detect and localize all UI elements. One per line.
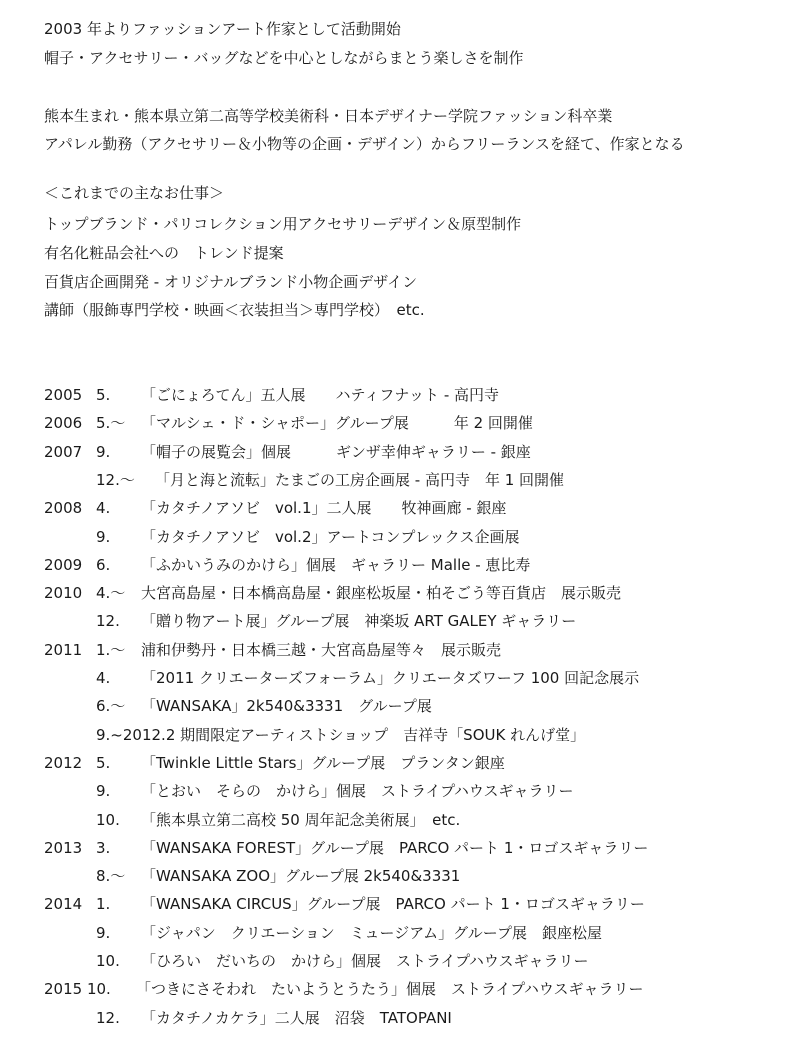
- history-month: 9.: [96, 924, 111, 942]
- history-month: 10.: [96, 811, 120, 829]
- history-description: 「カタチノアソビ vol.1」二人展 牧神画廊 - 銀座: [141, 499, 507, 517]
- history-month: 9.: [96, 528, 111, 546]
- history-month: 6.～: [96, 697, 126, 715]
- history-description: 大宮高島屋・日本橋高島屋・銀座松坂屋・柏そごう等百貨店 展示販売: [141, 584, 622, 602]
- history-description: 「WANSAKA FOREST」グループ展 PARCO パート 1・ロゴスギャラリー: [141, 839, 649, 857]
- background-line-2: アパレル勤務（アクセサリー＆小物等の企画・デザイン）からフリーランスを経て、作家となる: [44, 135, 685, 153]
- history-row: [0, 667, 800, 689]
- history-month: 5.: [96, 754, 111, 772]
- history-description: 「ふかいうみのかけら」個展 ギャラリー Malle - 恵比寿: [141, 556, 531, 574]
- history-month: 1.: [96, 895, 111, 913]
- history-description: 「帽子の展覧会」個展 ギンザ幸伸ギャラリー - 銀座: [141, 443, 531, 461]
- history-row: [0, 922, 800, 944]
- history-description: 「WANSAKA ZOO」グループ展 2k540&3331: [141, 867, 461, 885]
- history-description: 「ごにょろてん」五人展 ハティフナット - 高円寺: [141, 386, 500, 404]
- intro-line-1: 2003 年よりファッションアート作家として活動開始: [44, 20, 401, 38]
- works-item-4: 講師（服飾専門学校・映画＜衣装担当＞専門学校） etc.: [44, 301, 425, 319]
- background-line-1: 熊本生まれ・熊本県立第二高等学校美術科・日本デザイナー学院ファッション科卒業: [44, 107, 613, 125]
- history-year: 2005: [44, 386, 83, 404]
- history-row: [0, 412, 800, 434]
- history-description: 「WANSAKA」2k540&3331 グループ展: [141, 697, 432, 715]
- history-row: [0, 582, 800, 604]
- history-description: 「Twinkle Little Stars」グループ展 プランタン銀座: [141, 754, 505, 772]
- history-year: 2011: [44, 641, 83, 659]
- history-row: [0, 809, 800, 831]
- history-month: 3.: [96, 839, 111, 857]
- history-description: 「とおい そらの かけら」個展 ストライプハウスギャラリー: [141, 782, 574, 800]
- history-row: [0, 865, 800, 887]
- history-year: 2013: [44, 839, 83, 857]
- history-year: 2009: [44, 556, 83, 574]
- history-description: 「贈り物アート展」グループ展 神楽坂 ART GALEY ギャラリー: [141, 612, 577, 630]
- history-row: [0, 384, 800, 406]
- history-row: [0, 526, 800, 548]
- history-row: [0, 610, 800, 632]
- history-month: 12.～: [96, 471, 135, 489]
- history-month: 6.: [96, 556, 111, 574]
- history-year: 2012: [44, 754, 83, 772]
- history-description: 「つきにさそわれ たいようとうたう」個展 ストライプハウスギャラリー: [136, 980, 644, 998]
- works-heading: ＜これまでの主なお仕事＞: [44, 184, 225, 202]
- history-description: 「マルシェ・ド・シャポー」グループ展 年 2 回開催: [141, 414, 533, 432]
- history-row: [0, 441, 800, 463]
- history-row: [0, 695, 800, 717]
- history-month: 9.: [96, 443, 111, 461]
- history-description: 「熊本県立第二高校 50 周年記念美術展」 etc.: [141, 811, 461, 829]
- history-year: 2015 10.: [44, 980, 111, 998]
- history-description: 「ひろい だいちの かけら」個展 ストライプハウスギャラリー: [141, 952, 589, 970]
- history-description: 「WANSAKA CIRCUS」グループ展 PARCO パート 1・ロゴスギャラリー: [141, 895, 645, 913]
- history-description: 「ジャパン クリエーション ミュージアム」グループ展 銀座松屋: [141, 924, 602, 942]
- history-year: 2006: [44, 414, 83, 432]
- history-description: 「カタチノカケラ」二人展 沼袋 TATOPANI: [141, 1009, 452, 1027]
- history-year: 2008: [44, 499, 83, 517]
- history-row: [0, 837, 800, 859]
- history-month: 1.～: [96, 641, 126, 659]
- history-row: [0, 1007, 800, 1029]
- history-row: [0, 893, 800, 915]
- history-row: [0, 978, 800, 1000]
- history-month: 5.: [96, 386, 111, 404]
- history-description: 浦和伊勢丹・日本橋三越・大宮高島屋等々 展示販売: [141, 641, 502, 659]
- history-description: 「月と海と流転」たまごの工房企画展 - 高円寺 年 1 回開催: [155, 471, 565, 489]
- history-month: 4.: [96, 669, 111, 687]
- history-month: 4.: [96, 499, 111, 517]
- history-year: 2010: [44, 584, 83, 602]
- history-month: 12.: [96, 612, 120, 630]
- history-month: 5.～: [96, 414, 126, 432]
- intro-line-2: 帽子・アクセサリー・バッグなどを中心としながらまとう楽しさを制作: [44, 49, 524, 67]
- works-item-3: 百貨店企画開発 - オリジナルブランド小物企画デザイン: [44, 273, 418, 291]
- works-item-1: トップブランド・パリコレクション用アクセサリーデザイン＆原型制作: [44, 215, 522, 233]
- history-month: 10.: [96, 952, 120, 970]
- history-year: 2007: [44, 443, 83, 461]
- history-row: [0, 639, 800, 661]
- history-row: [0, 950, 800, 972]
- history-month: 12.: [96, 1009, 120, 1027]
- history-month: 8.～: [96, 867, 126, 885]
- history-row: [0, 554, 800, 576]
- works-item-2: 有名化粧品会社への トレンド提案: [44, 244, 284, 262]
- history-row: [0, 469, 800, 491]
- history-row: [0, 497, 800, 519]
- history-month: 4.～: [96, 584, 126, 602]
- history-row: [0, 724, 800, 746]
- history-description: 「カタチノアソビ vol.2」アートコンプレックス企画展: [141, 528, 520, 546]
- history-description: 「2011 クリエーターズフォーラム」クリエータズワーフ 100 回記念展示: [141, 669, 640, 687]
- history-entry: 9.~2012.2 期間限定アーティストショップ 吉祥寺「SOUK れんげ堂」: [96, 726, 586, 744]
- history-month: 9.: [96, 782, 111, 800]
- history-row: [0, 752, 800, 774]
- history-row: [0, 780, 800, 802]
- history-year: 2014: [44, 895, 83, 913]
